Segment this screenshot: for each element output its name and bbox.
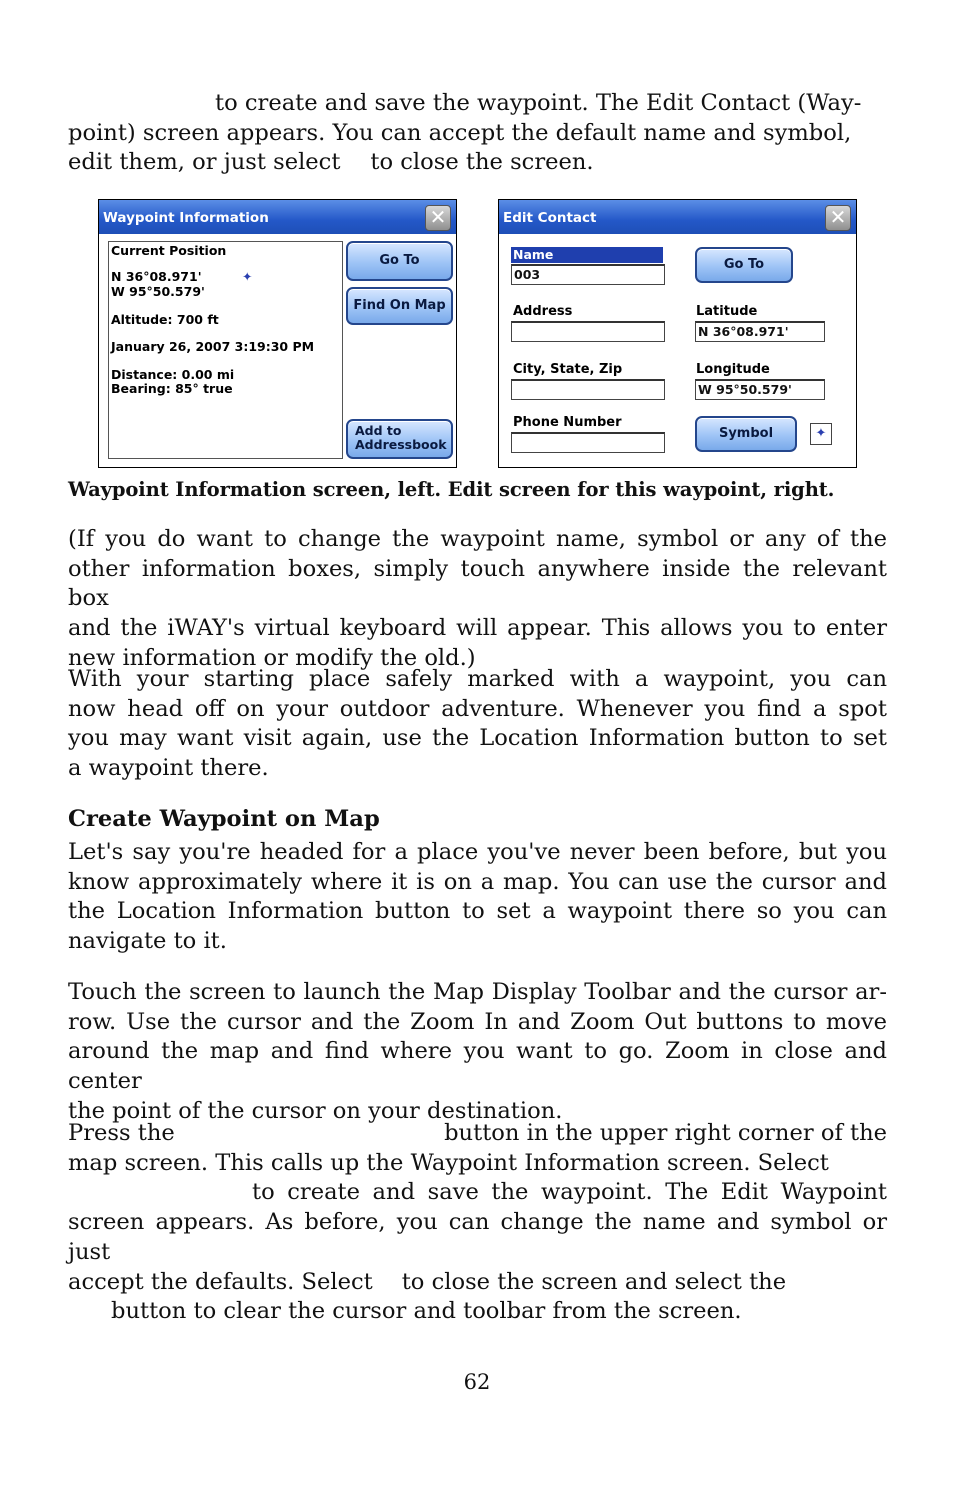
bearing-value: Bearing: 85° true: [111, 381, 233, 396]
para4-line-3: around the map and find where you want to go. Zoom in close and center: [68, 1038, 887, 1095]
para5-line-3: to create and save the waypoint. The Edit Waypoint: [252, 1179, 887, 1206]
para5-line-1: [68, 1119, 887, 1149]
close-icon[interactable]: ✕: [825, 205, 851, 231]
find-on-map-button[interactable]: Find On Map: [346, 287, 453, 325]
symbol-button[interactable]: Symbol: [695, 416, 797, 452]
waypoint-symbol-icon: ✦: [242, 269, 253, 284]
position-latitude: N 36°08.971': [111, 269, 202, 284]
para5-line-1b: button in the upper right corner of the: [444, 1120, 887, 1146]
figure-caption: Waypoint Information screen, left. Edit screen for this waypoint, right.: [68, 478, 835, 501]
city-state-zip-label: City, State, Zip: [513, 362, 623, 377]
phone-number-field[interactable]: [511, 432, 665, 453]
longitude-field[interactable]: W 95°50.579': [695, 379, 825, 400]
para5-line-5: [68, 1268, 887, 1298]
section-heading: Create Waypoint on Map: [68, 806, 380, 832]
para5-line-4: screen appears. As before, you can change the name and symbol or just: [68, 1209, 887, 1265]
go-to-button[interactable]: Go To: [346, 241, 453, 281]
para5-line-1a: Press the: [68, 1120, 175, 1146]
para4-line-4: the point of the cursor on your destination.: [68, 1097, 563, 1124]
go-to-button[interactable]: Go To: [695, 247, 793, 283]
page-number: 62: [463, 1370, 491, 1394]
para4-line-1: Touch the screen to launch the Map Display Toolbar and the cursor ar-: [68, 979, 887, 1005]
para5-line-5a: accept the defaults. Select: [68, 1268, 373, 1295]
edit-contact-title: Edit Contact: [503, 210, 597, 226]
add-to-label: Add to: [355, 423, 402, 438]
intro-line-3: [68, 148, 887, 178]
date-time-value: January 26, 2007 3:19:30 PM: [111, 339, 315, 354]
waypoint-information-screenshot: [98, 199, 457, 468]
para2-line-3: you may want visit again, use the Location Information button to set: [68, 725, 887, 752]
para3-line-2: know approximately where it is on a map. You can use the cursor and: [68, 868, 887, 895]
altitude-value: Altitude: 700 ft: [111, 312, 219, 327]
para5-line-6: button to clear the cursor and toolbar from the screen.: [111, 1298, 742, 1325]
edit-contact-screenshot: [498, 199, 857, 468]
para2-line-2: now head off on your outdoor adventure. Whenever you find a spot: [68, 695, 887, 722]
para5-line-5b: to close the screen and select the: [401, 1268, 787, 1295]
address-field[interactable]: [511, 321, 665, 342]
addressbook-label: Addressbook: [355, 437, 447, 452]
name-label: Name: [511, 247, 663, 263]
waypoint-info-titlebar: [99, 200, 456, 234]
waypoint-info-box: [108, 241, 343, 459]
intro-paragraph: [68, 89, 887, 178]
name-field[interactable]: 003: [511, 264, 665, 285]
current-position-label: Current Position: [111, 243, 227, 258]
paragraph-never-been: [68, 838, 887, 957]
city-state-zip-field[interactable]: [511, 379, 665, 400]
para2-line-1: With your starting place safely marked with a waypoint, you can: [68, 666, 887, 692]
latitude-label: Latitude: [696, 304, 758, 319]
longitude-label: Longitude: [696, 362, 770, 377]
para1-line-1: (If you do want to change the waypoint name, symbol or any of the: [68, 526, 887, 552]
latitude-field[interactable]: N 36°08.971': [695, 321, 825, 342]
paragraph-starting-place: [68, 665, 887, 784]
phone-number-label: Phone Number: [513, 415, 622, 430]
add-to-addressbook-button[interactable]: [346, 419, 453, 459]
intro-line-3a: edit them, or just select: [68, 149, 341, 176]
para1-line-4: new information or modify the old.): [68, 644, 476, 671]
para3-line-1: Let's say you're headed for a place you've never been before, but you: [68, 839, 887, 865]
address-label: Address: [513, 304, 573, 319]
position-longitude: W 95°50.579': [111, 284, 205, 299]
intro-line-2: point) screen appears. You can accept the default name and symbol,: [68, 119, 852, 146]
distance-value: Distance: 0.00 mi: [111, 367, 235, 382]
para1-line-2: other information boxes, simply touch anywhere inside the relevant box: [68, 555, 887, 612]
waypoint-info-title: Waypoint Information: [103, 210, 269, 226]
para3-line-4: navigate to it.: [68, 928, 227, 955]
para5-line-2: map screen. This calls up the Waypoint Information screen. Select: [68, 1149, 829, 1176]
close-icon[interactable]: ✕: [425, 205, 451, 231]
waypoint-symbol-icon[interactable]: ✦: [810, 423, 832, 445]
edit-contact-titlebar: [499, 200, 856, 234]
para4-line-2: row. Use the cursor and the Zoom In and Zoom Out buttons to move: [68, 1008, 887, 1035]
paragraph-edit-info: [68, 525, 887, 674]
paragraph-press-button: [68, 1119, 887, 1327]
intro-line-1: to create and save the waypoint. The Edit Contact (Way-: [215, 90, 862, 116]
para2-line-4: a waypoint there.: [68, 755, 269, 782]
intro-line-3b: to close the screen.: [370, 149, 594, 176]
para3-line-3: the Location Information button to set a waypoint there so you can: [68, 898, 887, 925]
para1-line-3: and the iWAY's virtual keyboard will appear. This allows you to enter: [68, 615, 887, 642]
paragraph-touch-screen: [68, 978, 887, 1127]
